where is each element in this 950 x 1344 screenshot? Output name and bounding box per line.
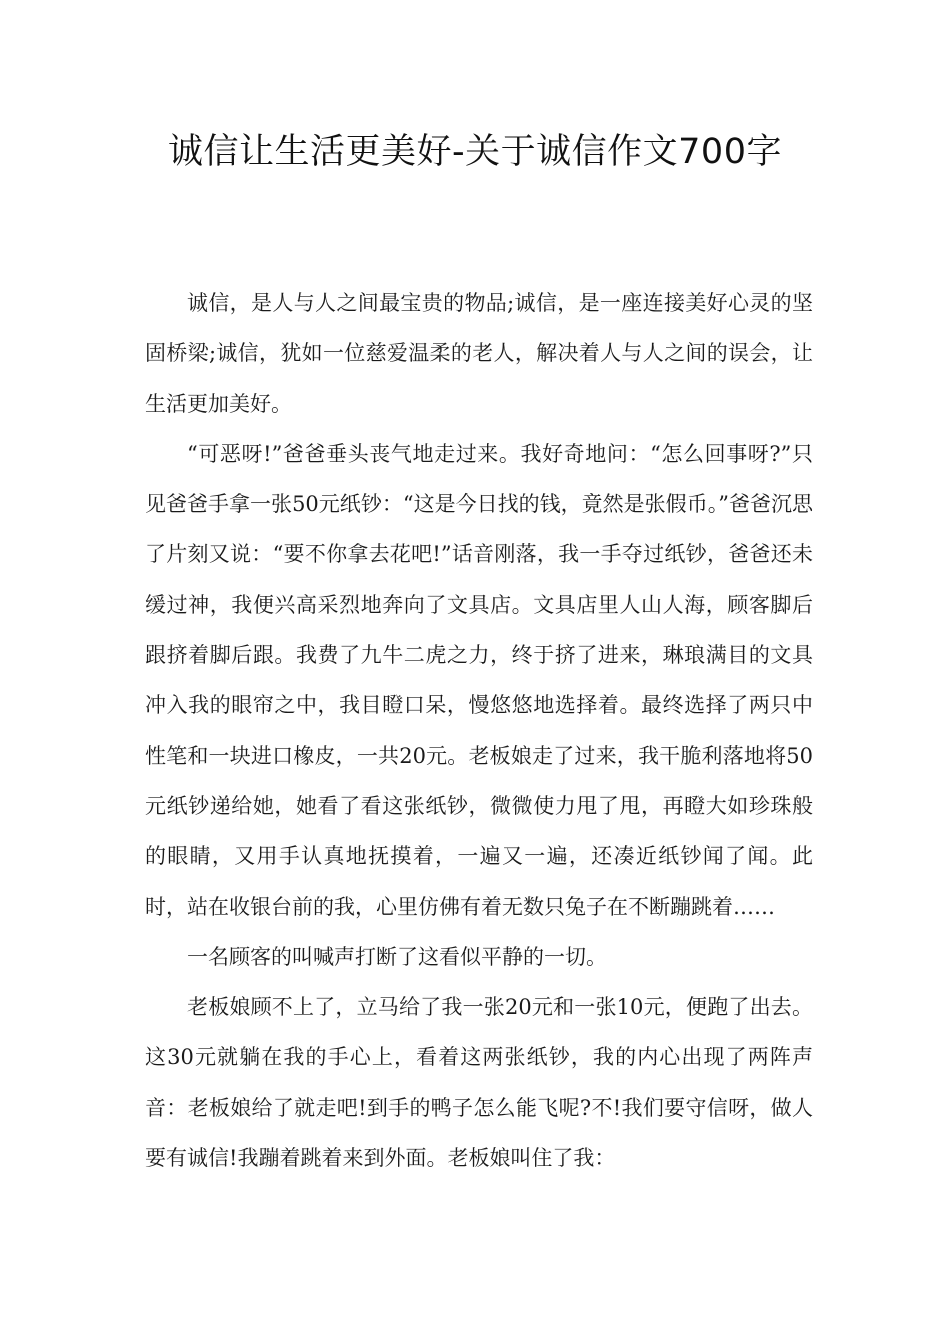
- document-title: 诚信让生活更美好-关于诚信作文700字: [168, 132, 782, 172]
- paragraph: 老板娘顾不上了，立马给了我一张20元和一张10元，便跑了出去。这30元就躺在我的手心上，看着这两张纸钞，我的内心出现了两阵声音：老板娘给了就走吧!到手的鸭子怎么能飞呢?不!我们要守信呀，做人要有诚信!我蹦着跳着来到外面。老板娘叫住了我：: [145, 995, 813, 1171]
- document-body: [145, 278, 813, 1183]
- paragraph: “可恶呀!”爸爸垂头丧气地走过来。我好奇地问：“怎么回事呀?”只见爸爸手拿一张50元纸钞：“这是今日找的钱，竟然是张假币。”爸爸沉思了片刻又说：“要不你拿去花吧!”话音刚落，我一手夺过纸钞，爸爸还未缓过神，我便兴高采烈地奔向了文具店。文具店里人山人海，顾客脚后跟挤着脚后跟。我费了九牛二虎之力，终于挤了进来，琳琅满目的文具冲入我的眼帘之中，我目瞪口呆，慢悠悠地选择着。最终选择了两只中性笔和一块进口橡皮，一共20元。老板娘走了过来，我干脆利落地将50元纸钞递给她，她看了看这张纸钞，微微使力甩了甩，再瞪大如珍珠般的眼睛，又用手认真地抚摸着，一遍又一遍，还凑近纸钞闻了闻。此时，站在收银台前的我，心里仿佛有着无数只兔子在不断蹦跳着……: [145, 441, 813, 919]
- paragraph: 诚信，是人与人之间最宝贵的物品;诚信，是一座连接美好心灵的坚固桥梁;诚信，犹如一位慈爱温柔的老人，解决着人与人之间的误会，让生活更加美好。: [145, 291, 813, 416]
- paragraph: 一名顾客的叫喊声打断了这看似平静的一切。: [187, 944, 607, 969]
